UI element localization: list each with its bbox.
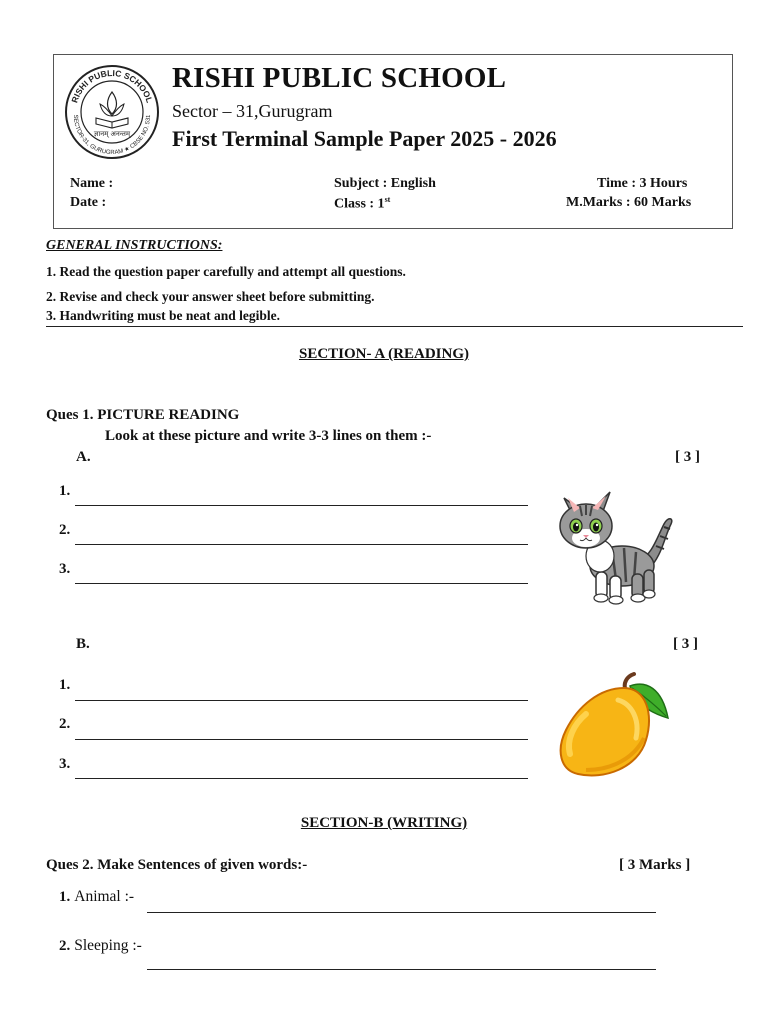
mango-image xyxy=(556,670,672,780)
q1-subtitle: Look at these picture and write 3-3 lines on them :- xyxy=(105,428,432,444)
svg-text:ज्ञानम् अनन्तम्: ज्ञानम् अनन्तम् xyxy=(93,130,131,138)
sentence-line[interactable] xyxy=(147,912,656,913)
answer-line[interactable] xyxy=(75,778,528,779)
cat-image xyxy=(552,484,676,606)
answer-number: 3. xyxy=(59,756,71,772)
sentence-line[interactable] xyxy=(147,969,656,970)
section-a-title: SECTION- A (READING) xyxy=(298,346,470,362)
part-a-marks: [ 3 ] xyxy=(675,449,700,465)
max-marks-label: M.Marks : 60 Marks xyxy=(566,195,692,210)
answer-number: 1. xyxy=(59,483,71,499)
part-a-label: A. xyxy=(76,449,91,465)
instructions-title: GENERAL INSTRUCTIONS: xyxy=(46,238,223,253)
paper-title: First Terminal Sample Paper 2025 - 2026 xyxy=(172,126,557,151)
part-b-label: B. xyxy=(76,636,90,652)
instruction-item: 3. Handwriting must be neat and legible. xyxy=(46,308,281,323)
school-name: RISHI PUBLIC SCHOOL xyxy=(172,62,507,94)
answer-line[interactable] xyxy=(75,700,528,701)
section-b-title: SECTION-B (WRITING) xyxy=(300,815,468,831)
name-label: Name : xyxy=(70,176,114,191)
answer-line[interactable] xyxy=(75,505,528,506)
svg-text:SECTOR-31, GURUGRAM ★ CBSE NO.: SECTOR-31, GURUGRAM ★ CBSE NO. 531 xyxy=(71,114,153,157)
q1-title: Ques 1. PICTURE READING xyxy=(46,407,240,423)
word-item: 1. Animal :- xyxy=(59,888,135,905)
school-logo xyxy=(64,64,160,160)
school-address: Sector – 31,Gurugram xyxy=(172,101,333,121)
class-label: Class : 1st xyxy=(334,195,391,212)
part-b-marks: [ 3 ] xyxy=(673,636,698,652)
q2-marks: [ 3 Marks ] xyxy=(619,857,691,873)
date-label: Date : xyxy=(70,195,107,210)
answer-line[interactable] xyxy=(75,583,528,584)
word-item: 2. Sleeping :- xyxy=(59,937,142,954)
divider xyxy=(46,326,743,327)
answer-number: 2. xyxy=(59,716,71,732)
time-label: Time : 3 Hours xyxy=(597,176,688,191)
answer-line[interactable] xyxy=(75,739,528,740)
subject-label: Subject : English xyxy=(334,176,436,191)
answer-line[interactable] xyxy=(75,544,528,545)
q2-title: Ques 2. Make Sentences of given words:- xyxy=(46,857,308,873)
svg-text:RISHI PUBLIC SCHOOL: RISHI PUBLIC SCHOOL xyxy=(69,67,155,105)
instruction-item: 2. Revise and check your answer sheet before submitting. xyxy=(46,289,375,304)
answer-number: 1. xyxy=(59,677,71,693)
instruction-item: 1. Read the question paper carefully and attempt all questions. xyxy=(46,264,406,279)
answer-number: 2. xyxy=(59,522,71,538)
answer-number: 3. xyxy=(59,561,71,577)
